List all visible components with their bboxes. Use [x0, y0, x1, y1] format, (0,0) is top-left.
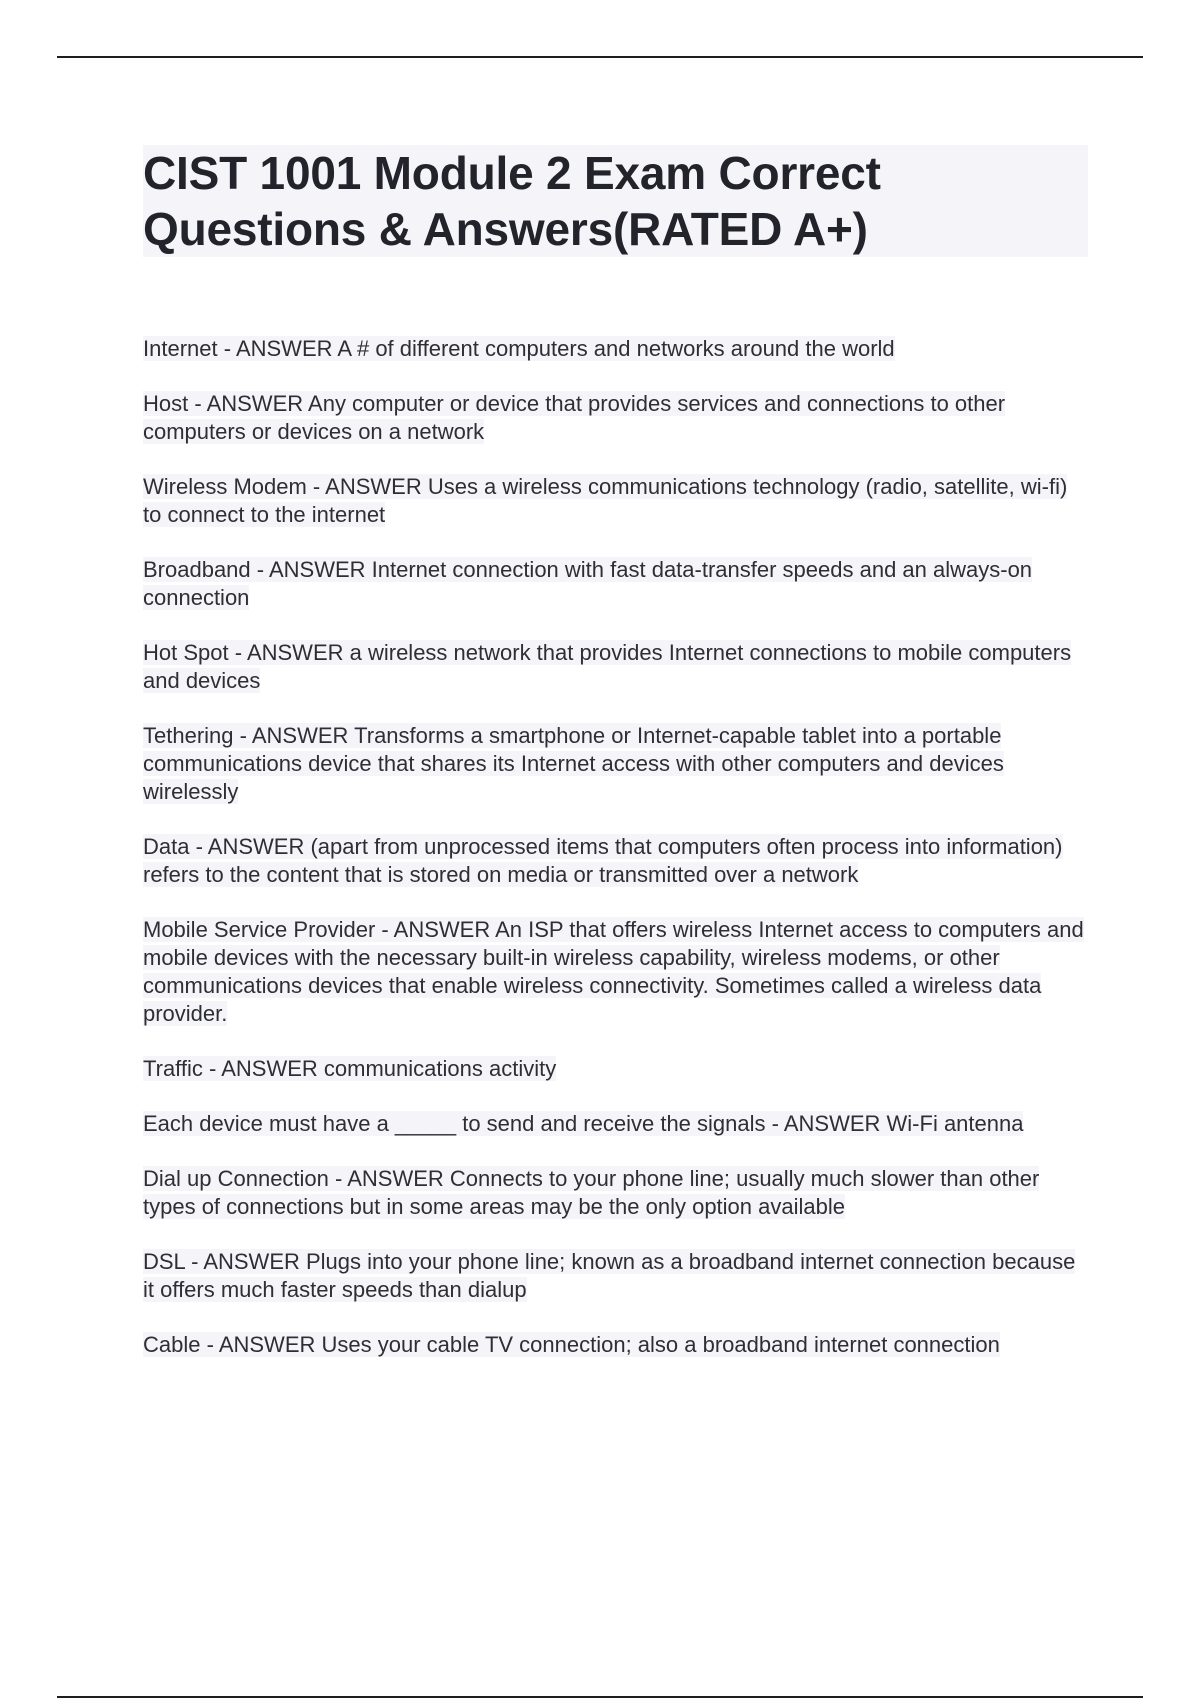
list-item	[143, 639, 1088, 695]
qa-text: Dial up Connection - ANSWER Connects to your phone line; usually much slower than other types of connections but in some areas may be the only option available	[143, 1166, 1040, 1219]
list-item	[143, 1055, 1088, 1083]
qa-text: Broadband - ANSWER Internet connection with fast data-transfer speeds and an always-on connection	[143, 557, 1033, 610]
list-item	[143, 916, 1088, 1028]
qa-text: Data - ANSWER (apart from unprocessed items that computers often process into information) refers to the content that is stored on media or transmitted over a network	[143, 834, 1063, 887]
list-item	[143, 1331, 1088, 1359]
list-item	[143, 833, 1088, 889]
qa-text: Cable - ANSWER Uses your cable TV connection; also a broadband internet connection	[143, 1332, 1000, 1357]
list-item	[143, 1110, 1088, 1138]
qa-text: Mobile Service Provider - ANSWER An ISP that offers wireless Internet access to computers and mobile devices with the necessary built-in wireless capability, wireless modems, or other communications devices that enable wireless connectivity. Sometimes called a wireless data provider.	[143, 917, 1084, 1026]
list-item	[143, 473, 1088, 529]
qa-text: Each device must have a _____ to send and receive the signals - ANSWER Wi-Fi antenna	[143, 1111, 1024, 1136]
bottom-rule	[57, 1696, 1143, 1698]
list-item	[143, 556, 1088, 612]
title-block	[143, 145, 1088, 257]
list-item	[143, 390, 1088, 446]
qa-text: Tethering - ANSWER Transforms a smartphone or Internet-capable tablet into a portable communications device that shares its Internet access with other computers and devices wirelessly	[143, 723, 1004, 804]
list-item	[143, 1248, 1088, 1304]
title-line-1: CIST 1001 Module 2 Exam Correct	[143, 147, 881, 199]
list-item	[143, 1165, 1088, 1221]
qa-list	[143, 335, 1088, 1386]
qa-text: Hot Spot - ANSWER a wireless network that provides Internet connections to mobile computers and devices	[143, 640, 1072, 693]
qa-text: Internet - ANSWER A # of different computers and networks around the world	[143, 336, 895, 361]
qa-text: Traffic - ANSWER communications activity	[143, 1056, 557, 1081]
list-item	[143, 722, 1088, 806]
top-rule	[57, 56, 1143, 58]
title-line-2: Questions & Answers(RATED A+)	[143, 203, 868, 255]
qa-text: DSL - ANSWER Plugs into your phone line; known as a broadband internet connection because it offers much faster speeds than dialup	[143, 1249, 1076, 1302]
page-title	[143, 145, 1088, 257]
qa-text: Wireless Modem - ANSWER Uses a wireless communications technology (radio, satellite, wi-fi) to connect to the internet	[143, 474, 1068, 527]
list-item	[143, 335, 1088, 363]
qa-text: Host - ANSWER Any computer or device that provides services and connections to other computers or devices on a network	[143, 391, 1006, 444]
